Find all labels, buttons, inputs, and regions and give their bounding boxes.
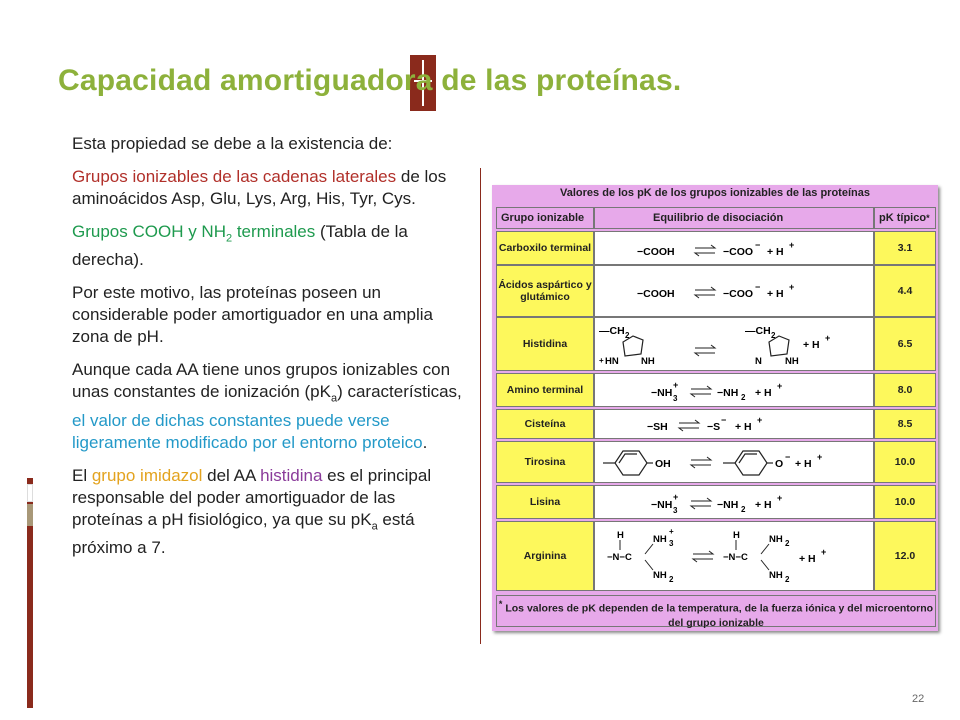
benzene-ring-icon (603, 451, 653, 475)
highlight-cyan: el valor de dichas constantes puede verse ligeramente modificado por el entorno proteico (72, 410, 423, 452)
equation-svg (595, 232, 875, 266)
eq-tail-charge: + (777, 381, 783, 391)
table-row-pk: 8.0 (874, 373, 936, 407)
eq-tail-charge: + (757, 415, 763, 425)
eq-right: −COO (723, 246, 754, 258)
equilibrium-arrow-icon (691, 457, 711, 468)
eq-left: −COOH (637, 246, 675, 258)
left-decorative-block (27, 484, 33, 502)
eq-right-charge: − (755, 282, 761, 292)
table-row-group: Arginina (496, 521, 594, 591)
eq-left-sub: 3 (673, 506, 678, 515)
eq-tail: + H (767, 288, 784, 300)
eq-tail: + H (755, 387, 772, 399)
table-row-pk: 3.1 (874, 231, 936, 265)
eq-right-sub: 2 (741, 505, 746, 514)
equation-svg (595, 486, 875, 520)
table-row-group: Histidina (496, 317, 594, 371)
eq-n: −N−C (723, 552, 748, 563)
paragraph-ionization (72, 359, 468, 453)
table-row-group: Ácidos aspártico y glutámico (496, 265, 594, 317)
eq-right: O (775, 458, 784, 470)
highlight-red: Grupos ionizables de las cadenas laterales (72, 167, 397, 186)
body-text (72, 133, 468, 570)
text: Esta propiedad se debe a la existencia de: (72, 134, 393, 153)
eq-nh3: NH (653, 534, 667, 545)
eq-h: H (617, 530, 624, 541)
paragraph-intro (72, 133, 468, 155)
table-row-pk: 10.0 (874, 441, 936, 483)
table-row-group: Amino terminal (496, 373, 594, 407)
eq-tail: + H (795, 458, 812, 470)
paragraph-histidine (72, 465, 468, 559)
eq-right-charge: − (785, 452, 791, 462)
highlight-green: terminales (232, 222, 316, 241)
eq-tail-charge: + (789, 240, 795, 250)
eq-nh2: NH (769, 570, 783, 581)
ring-nh: NH (641, 356, 655, 367)
eq-left: −SH (647, 421, 668, 433)
eq-left-charge: + (673, 380, 679, 390)
text: Por este motivo, las proteínas poseen un considerable poder amortiguador en una amplia zona de pH. (72, 283, 434, 347)
eq-tail-charge: + (777, 493, 783, 503)
equation-arginine (594, 521, 874, 591)
eq-left-sub: 2 (625, 331, 630, 340)
footnote-text: Los valores de pK dependen de la temperatura, de la fuerza iónica y del microentorno del grupo ionizable (505, 602, 934, 629)
eq-left: −NH (651, 387, 673, 399)
eq-nh2-sub: 2 (785, 539, 790, 548)
table-row-pk: 8.5 (874, 409, 936, 439)
equation-amino (594, 373, 874, 407)
paragraph-buffer-power (72, 282, 468, 348)
highlight-purple: histidina (260, 465, 323, 485)
eq-left-charge: + (673, 492, 679, 502)
subscript: a (330, 392, 338, 405)
table-row-group: Tirosina (496, 441, 594, 483)
text: Aunque cada AA tiene unos grupos ionizables con unas constantes de ionización (pK (72, 360, 451, 402)
eq-right: —CH (745, 325, 771, 337)
equation-svg (595, 522, 875, 592)
highlight-green: Grupos COOH y NH (72, 222, 226, 241)
table-row-pk: 6.5 (874, 317, 936, 371)
eq-tail: + H (799, 553, 816, 565)
highlight-orange: grupo imidazol (91, 465, 203, 485)
header-equilibrium: Equilibrio de disociación (594, 207, 874, 229)
equation-acidic (594, 265, 874, 317)
header-pk (874, 207, 936, 229)
text: El (72, 465, 92, 485)
paragraph-side-chains (72, 166, 468, 210)
eq-right-charge: − (721, 415, 727, 425)
header-group: Grupo ionizable (496, 207, 594, 229)
eq-n: −N−C (607, 552, 632, 563)
equilibrium-arrow-icon (691, 498, 711, 509)
eq-left: −NH (651, 499, 673, 511)
table-row-group: Lisina (496, 485, 594, 519)
eq-nh2-sub: 2 (785, 575, 790, 584)
page-number: 22 (912, 693, 925, 705)
table-row-group: Carboxilo terminal (496, 231, 594, 265)
equation-cysteine (594, 409, 874, 439)
column-divider (480, 168, 481, 644)
equilibrium-arrow-icon (679, 420, 699, 431)
eq-nh2-sub: 2 (669, 575, 674, 584)
table-row-pk: 4.4 (874, 265, 936, 317)
table-title: Valores de los pK de los grupos ionizables de las proteínas (560, 187, 870, 199)
subscript: a (371, 520, 378, 533)
subscript: 2 (225, 232, 233, 245)
eq-right-charge: − (755, 240, 761, 250)
table-row-group: Cisteína (496, 409, 594, 439)
equation-svg (595, 318, 875, 372)
pk-table (492, 185, 938, 631)
eq-tail: + H (755, 499, 772, 511)
equation-svg (595, 410, 875, 440)
table-row-pk: 10.0 (874, 485, 936, 519)
equation-carboxyl (594, 231, 874, 265)
equation-histidine (594, 317, 874, 371)
equation-svg (595, 442, 875, 484)
equation-svg (595, 374, 875, 408)
text: (Tabla de la derecha). (72, 222, 408, 270)
eq-right-sub: 2 (741, 393, 746, 402)
left-decorative-block (27, 504, 33, 526)
equation-svg (595, 266, 875, 318)
ring-n: N (755, 356, 762, 367)
table-row-pk: 12.0 (874, 521, 936, 591)
eq-left: −COOH (637, 288, 675, 300)
eq-left: OH (655, 458, 671, 470)
equation-tyrosine (594, 441, 874, 483)
eq-tail-charge: + (825, 333, 831, 343)
eq-left: —CH (599, 325, 625, 337)
text: . (422, 432, 428, 452)
eq-right: −COO (723, 288, 754, 300)
eq-tail-charge: + (789, 282, 795, 292)
eq-right: −NH (717, 499, 739, 511)
eq-tail-charge: + (817, 452, 823, 462)
footnote-star: * (498, 599, 503, 609)
text: de los aminoácidos Asp, Glu, Lys, Arg, His, Tyr, Cys. (72, 167, 447, 208)
table-footnote (496, 595, 936, 627)
eq-nh3-charge: + (669, 527, 674, 536)
ring-charge: + (599, 356, 604, 365)
eq-left-sub: 3 (673, 394, 678, 403)
equilibrium-arrow-icon (695, 287, 715, 298)
ring-hn: HN (605, 356, 619, 367)
benzene-ring-icon (723, 451, 773, 475)
header-star: * (926, 213, 930, 223)
eq-nh2: NH (769, 534, 783, 545)
eq-right-sub: 2 (771, 331, 776, 340)
eq-h: H (733, 530, 740, 541)
eq-right: −S (707, 421, 721, 433)
eq-tail: + H (767, 246, 784, 258)
equilibrium-arrow-icon (691, 386, 711, 397)
ring-nh: NH (785, 356, 799, 367)
eq-tail: + H (803, 339, 820, 351)
eq-tail-charge: + (821, 547, 827, 557)
eq-nh3-sub: 3 (669, 539, 674, 548)
slide-title: Capacidad amortiguadora de las proteínas. (58, 64, 682, 97)
paragraph-terminal-groups (72, 221, 468, 271)
equilibrium-arrow-icon (693, 551, 713, 562)
text: ) características, (337, 382, 462, 402)
equilibrium-arrow-icon (695, 345, 715, 356)
equilibrium-arrow-icon (695, 245, 715, 256)
eq-tail: + H (735, 421, 752, 433)
text: está próximo a 7. (72, 509, 415, 558)
text: del AA (202, 465, 261, 485)
text: es el principal responsable del poder amortiguador de las proteínas a pH fisiológico, ya que su pK (72, 465, 432, 529)
header-pk-label: pK típico (879, 212, 927, 224)
equation-lysine (594, 485, 874, 519)
eq-nh2: NH (653, 570, 667, 581)
eq-right: −NH (717, 387, 739, 399)
